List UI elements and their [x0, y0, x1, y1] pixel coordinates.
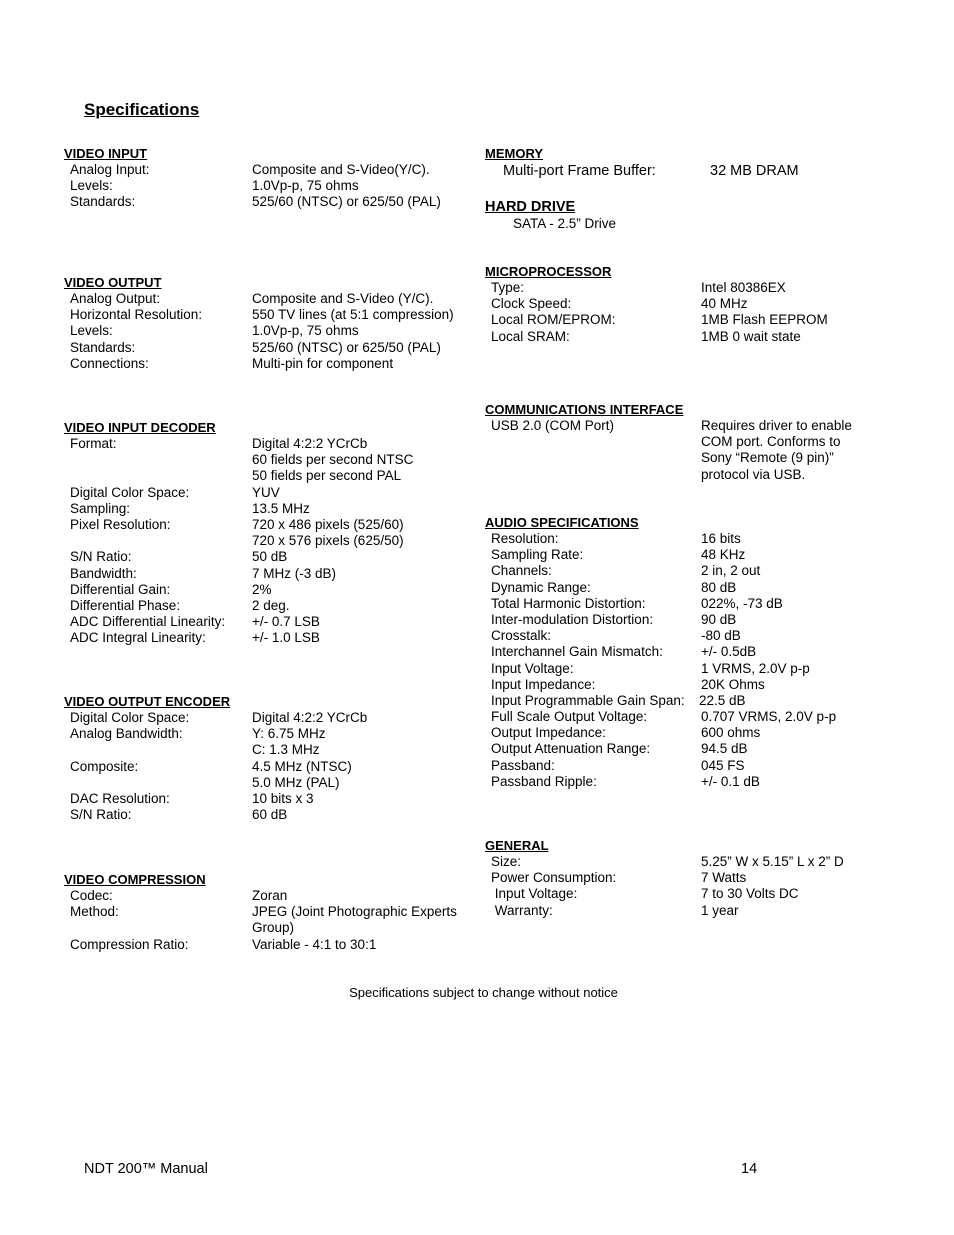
- spec-value: 7 to 30 Volts DC: [701, 886, 799, 902]
- spec-label: ADC Differential Linearity:: [70, 614, 226, 630]
- spec-value: 32 MB DRAM: [710, 163, 799, 179]
- spec-value: 600 ohms: [701, 725, 761, 741]
- spec-row: [485, 547, 925, 563]
- spec-row: [64, 533, 474, 549]
- spec-row: [64, 791, 474, 807]
- spec-row: [64, 904, 474, 920]
- spec-row: [64, 436, 474, 452]
- spec-label: Format:: [70, 436, 117, 451]
- spec-label: Inter-modulation Distortion:: [491, 611, 654, 627]
- spec-row: [485, 693, 925, 709]
- spec-label: Composite:: [70, 758, 139, 774]
- spec-value: 5.25” W x 5.15” L x 2” D: [701, 854, 844, 869]
- video-output-encoder-section: [64, 694, 474, 823]
- microprocessor-section: [485, 264, 925, 345]
- spec-value: 22.5 dB: [699, 692, 746, 708]
- spec-value: 720 x 486 pixels (525/60): [252, 516, 404, 532]
- section-title: COMMUNICATIONS INTERFACE: [485, 402, 684, 417]
- spec-label: Passband:: [491, 757, 555, 773]
- spec-label: Type:: [491, 280, 525, 295]
- spec-value: 20K Ohms: [701, 676, 765, 692]
- spec-row: [64, 517, 474, 533]
- spec-value: 022%, -73 dB: [701, 595, 783, 611]
- spec-row: [485, 296, 925, 312]
- spec-label: Analog Input:: [70, 162, 150, 177]
- spec-value: Digital 4:2:2 YCrCb: [252, 710, 368, 725]
- spec-row: [64, 340, 474, 356]
- spec-value: 10 bits x 3: [252, 790, 314, 806]
- spec-row: [64, 759, 474, 775]
- spec-row: [485, 434, 925, 450]
- spec-value: +/- 0.1 dB: [701, 773, 760, 789]
- section-title: GENERAL: [485, 838, 549, 853]
- spec-label: Pixel Resolution:: [70, 516, 171, 532]
- spec-value: 80 dB: [701, 579, 737, 595]
- spec-label: Method:: [70, 904, 119, 920]
- spec-value: 4.5 MHz (NTSC): [252, 758, 352, 774]
- spec-value: 525/60 (NTSC) or 625/50 (PAL): [252, 339, 441, 355]
- spec-row: [64, 162, 474, 178]
- spec-value: 525/60 (NTSC) or 625/50 (PAL): [252, 194, 441, 210]
- spec-value: 13.5 MHz: [252, 500, 310, 516]
- spec-label: Resolution:: [491, 531, 559, 546]
- spec-label: S/N Ratio:: [70, 807, 132, 823]
- spec-value: 50 dB: [252, 549, 288, 565]
- spec-row: [485, 854, 925, 870]
- spec-value: JPEG (Joint Photographic Experts: [252, 904, 457, 920]
- spec-value: 94.5 dB: [701, 741, 748, 757]
- spec-label: Sampling Rate:: [491, 547, 584, 563]
- spec-row: [64, 566, 474, 582]
- spec-value: 7 MHz (-3 dB): [252, 565, 337, 581]
- spec-value: 550 TV lines (at 5:1 compression): [252, 307, 454, 323]
- spec-label: Input Impedance:: [491, 676, 596, 692]
- section-title: MEMORY: [485, 146, 544, 161]
- spec-label: Digital Color Space:: [70, 710, 190, 725]
- footer-manual-title: NDT 200™ Manual: [84, 1161, 208, 1177]
- page-title: Specifications: [84, 100, 200, 119]
- spec-value: +/- 0.5dB: [701, 644, 757, 660]
- spec-label: Analog Bandwidth:: [70, 726, 183, 742]
- communications-interface-section: [485, 402, 925, 483]
- spec-label: Input Voltage:: [491, 660, 574, 676]
- spec-value: 1.0Vp-p, 75 ohms: [252, 178, 359, 194]
- spec-label: Levels:: [70, 323, 113, 339]
- spec-label: DAC Resolution:: [70, 790, 170, 806]
- spec-value: Intel 80386EX: [701, 280, 786, 295]
- section-title: AUDIO SPECIFICATIONS: [485, 515, 639, 530]
- spec-value: -80 dB: [701, 628, 741, 644]
- spec-label: Dynamic Range:: [491, 579, 591, 595]
- spec-value: 0.707 VRMS, 2.0V p-p: [701, 709, 837, 725]
- spec-row: [64, 807, 474, 823]
- spec-label: Compression Ratio:: [70, 936, 189, 952]
- spec-label: Connections:: [70, 355, 149, 371]
- spec-label: Differential Gain:: [70, 581, 171, 597]
- spec-row: [64, 598, 474, 614]
- spec-row: [64, 178, 474, 194]
- section-title: VIDEO OUTPUT ENCODER: [64, 694, 231, 709]
- spec-value: 16 bits: [701, 531, 741, 546]
- spec-label: Differential Phase:: [70, 597, 181, 613]
- spec-value: 2 in, 2 out: [701, 563, 761, 579]
- spec-label: Total Harmonic Distortion:: [491, 595, 646, 611]
- general-section: [485, 838, 925, 919]
- spec-row: [485, 741, 925, 757]
- spec-value: Composite and S-Video(Y/C).: [252, 162, 430, 177]
- section-title: VIDEO OUTPUT: [64, 275, 162, 290]
- spec-row: [64, 630, 474, 646]
- hard-drive-section: [485, 198, 925, 232]
- spec-value: Variable - 4:1 to 30:1: [252, 936, 377, 952]
- spec-label: Output Attenuation Range:: [491, 741, 651, 757]
- spec-label: Standards:: [70, 339, 136, 355]
- spec-row: [485, 162, 925, 180]
- spec-value: +/- 1.0 LSB: [252, 630, 320, 646]
- spec-label: Power Consumption:: [491, 870, 617, 886]
- spec-value: Requires driver to enable: [701, 418, 852, 433]
- spec-row: [485, 612, 925, 628]
- spec-value: +/- 0.7 LSB: [252, 614, 320, 630]
- spec-label: USB 2.0 (COM Port): [491, 418, 615, 433]
- spec-row: [485, 628, 925, 644]
- spec-label: Warranty:: [491, 902, 553, 918]
- spec-value: 50 fields per second PAL: [252, 468, 402, 484]
- spec-label: Levels:: [70, 178, 113, 194]
- section-title: MICROPROCESSOR: [485, 264, 612, 279]
- spec-value: YUV: [252, 484, 280, 500]
- spec-row: [485, 661, 925, 677]
- section-title: VIDEO INPUT DECODER: [64, 420, 216, 435]
- spec-row: [64, 356, 474, 372]
- spec-row: [485, 580, 925, 596]
- spec-value: 1 year: [701, 902, 739, 918]
- spec-value: 48 KHz: [701, 547, 746, 563]
- spec-value: 2%: [252, 581, 272, 597]
- spec-value: 1.0Vp-p, 75 ohms: [252, 323, 359, 339]
- spec-row: [64, 452, 474, 468]
- spec-value: Y: 6.75 MHz: [252, 726, 326, 742]
- section-title: VIDEO INPUT: [64, 146, 148, 161]
- spec-label: Passband Ripple:: [491, 773, 597, 789]
- spec-row: [485, 644, 925, 660]
- spec-row: [64, 582, 474, 598]
- spec-row: [485, 312, 925, 328]
- spec-value: 1 VRMS, 2.0V p-p: [701, 660, 810, 676]
- memory-section: [485, 146, 925, 180]
- spec-row: [64, 468, 474, 484]
- spec-value: Zoran: [252, 888, 288, 903]
- spec-label: Size:: [491, 854, 522, 869]
- video-compression-section: [64, 872, 474, 953]
- spec-value: 60 fields per second NTSC: [252, 452, 414, 468]
- spec-label: Local SRAM:: [491, 328, 570, 344]
- spec-row: [485, 280, 925, 296]
- spec-value: 045 FS: [701, 757, 745, 773]
- spec-value: 720 x 576 pixels (625/50): [252, 533, 404, 549]
- page-number: 14: [741, 1161, 758, 1177]
- spec-label: Full Scale Output Voltage:: [491, 709, 648, 725]
- spec-label: Standards:: [70, 194, 136, 210]
- spec-row: [64, 307, 474, 323]
- spec-row: [64, 614, 474, 630]
- spec-row: [485, 886, 925, 902]
- spec-value: Digital 4:2:2 YCrCb: [252, 436, 368, 451]
- spec-label: ADC Integral Linearity:: [70, 630, 206, 646]
- spec-value: Group): [252, 920, 295, 936]
- spec-row: [64, 501, 474, 517]
- spec-row: [485, 774, 925, 790]
- spec-label: Input Voltage:: [491, 886, 578, 902]
- spec-label: Input Programmable Gain Span:: [491, 692, 685, 708]
- spec-row: [485, 563, 925, 579]
- spec-row: [485, 677, 925, 693]
- spec-row: [64, 194, 474, 210]
- spec-row: [485, 903, 925, 919]
- spec-row: [485, 531, 925, 547]
- spec-label: Bandwidth:: [70, 565, 137, 581]
- spec-row: [485, 758, 925, 774]
- spec-row: [64, 291, 474, 307]
- spec-label: Channels:: [491, 563, 552, 579]
- spec-row: [485, 418, 925, 434]
- spec-label: Codec:: [70, 888, 113, 903]
- spec-row: [64, 742, 474, 758]
- section-title: VIDEO COMPRESSION: [64, 872, 206, 887]
- spec-label: Analog Output:: [70, 291, 161, 306]
- spec-row: [64, 726, 474, 742]
- spec-value: 60 dB: [252, 807, 288, 823]
- spec-row: [485, 216, 925, 232]
- spec-label: Horizontal Resolution:: [70, 307, 203, 323]
- spec-value: C: 1.3 MHz: [252, 742, 320, 758]
- video-output-section: [64, 275, 474, 372]
- spec-value: 1MB Flash EEPROM: [701, 312, 828, 328]
- video-input-decoder-section: [64, 420, 474, 646]
- spec-value: 40 MHz: [701, 296, 748, 312]
- spec-label: Multi-port Frame Buffer:: [503, 163, 656, 179]
- spec-row: [485, 329, 925, 345]
- spec-row: [64, 775, 474, 791]
- section-title: HARD DRIVE: [485, 199, 576, 215]
- spec-value: 1MB 0 wait state: [701, 328, 801, 344]
- audio-specifications-section: [485, 515, 925, 790]
- spec-row: [485, 870, 925, 886]
- spec-value: 5.0 MHz (PAL): [252, 774, 340, 790]
- video-input-section: [64, 146, 474, 211]
- spec-label: Crosstalk:: [491, 628, 552, 644]
- spec-row: [485, 709, 925, 725]
- spec-row: [485, 596, 925, 612]
- spec-value: 7 Watts: [701, 870, 747, 886]
- spec-row: [485, 725, 925, 741]
- spec-label: Sampling:: [70, 500, 131, 516]
- spec-row: [64, 937, 474, 953]
- spec-row: [485, 467, 925, 483]
- spec-row: [64, 485, 474, 501]
- spec-row: [64, 323, 474, 339]
- spec-value: 90 dB: [701, 611, 737, 627]
- spec-value: protocol via USB.: [701, 466, 806, 482]
- spec-row: [64, 888, 474, 904]
- spec-label: Clock Speed:: [491, 296, 572, 312]
- spec-row: [64, 920, 474, 936]
- spec-label: Interchannel Gain Mismatch:: [491, 644, 663, 660]
- spec-label: Output Impedance:: [491, 725, 606, 741]
- spec-value: Sony “Remote (9 pin)”: [701, 450, 834, 466]
- spec-label: S/N Ratio:: [70, 549, 132, 565]
- spec-value: COM port. Conforms to: [701, 434, 841, 450]
- spec-value: 2 deg.: [252, 597, 290, 613]
- spec-row: [485, 450, 925, 466]
- spec-label: Local ROM/EPROM:: [491, 312, 616, 328]
- spec-label: SATA - 2.5” Drive: [513, 216, 617, 231]
- spec-value: Multi-pin for component: [252, 355, 394, 371]
- spec-value: Composite and S-Video (Y/C).: [252, 291, 434, 306]
- spec-row: [64, 549, 474, 565]
- spec-row: [64, 710, 474, 726]
- spec-label: Digital Color Space:: [70, 484, 190, 500]
- disclaimer-note: Specifications subject to change without notice: [349, 985, 618, 1000]
